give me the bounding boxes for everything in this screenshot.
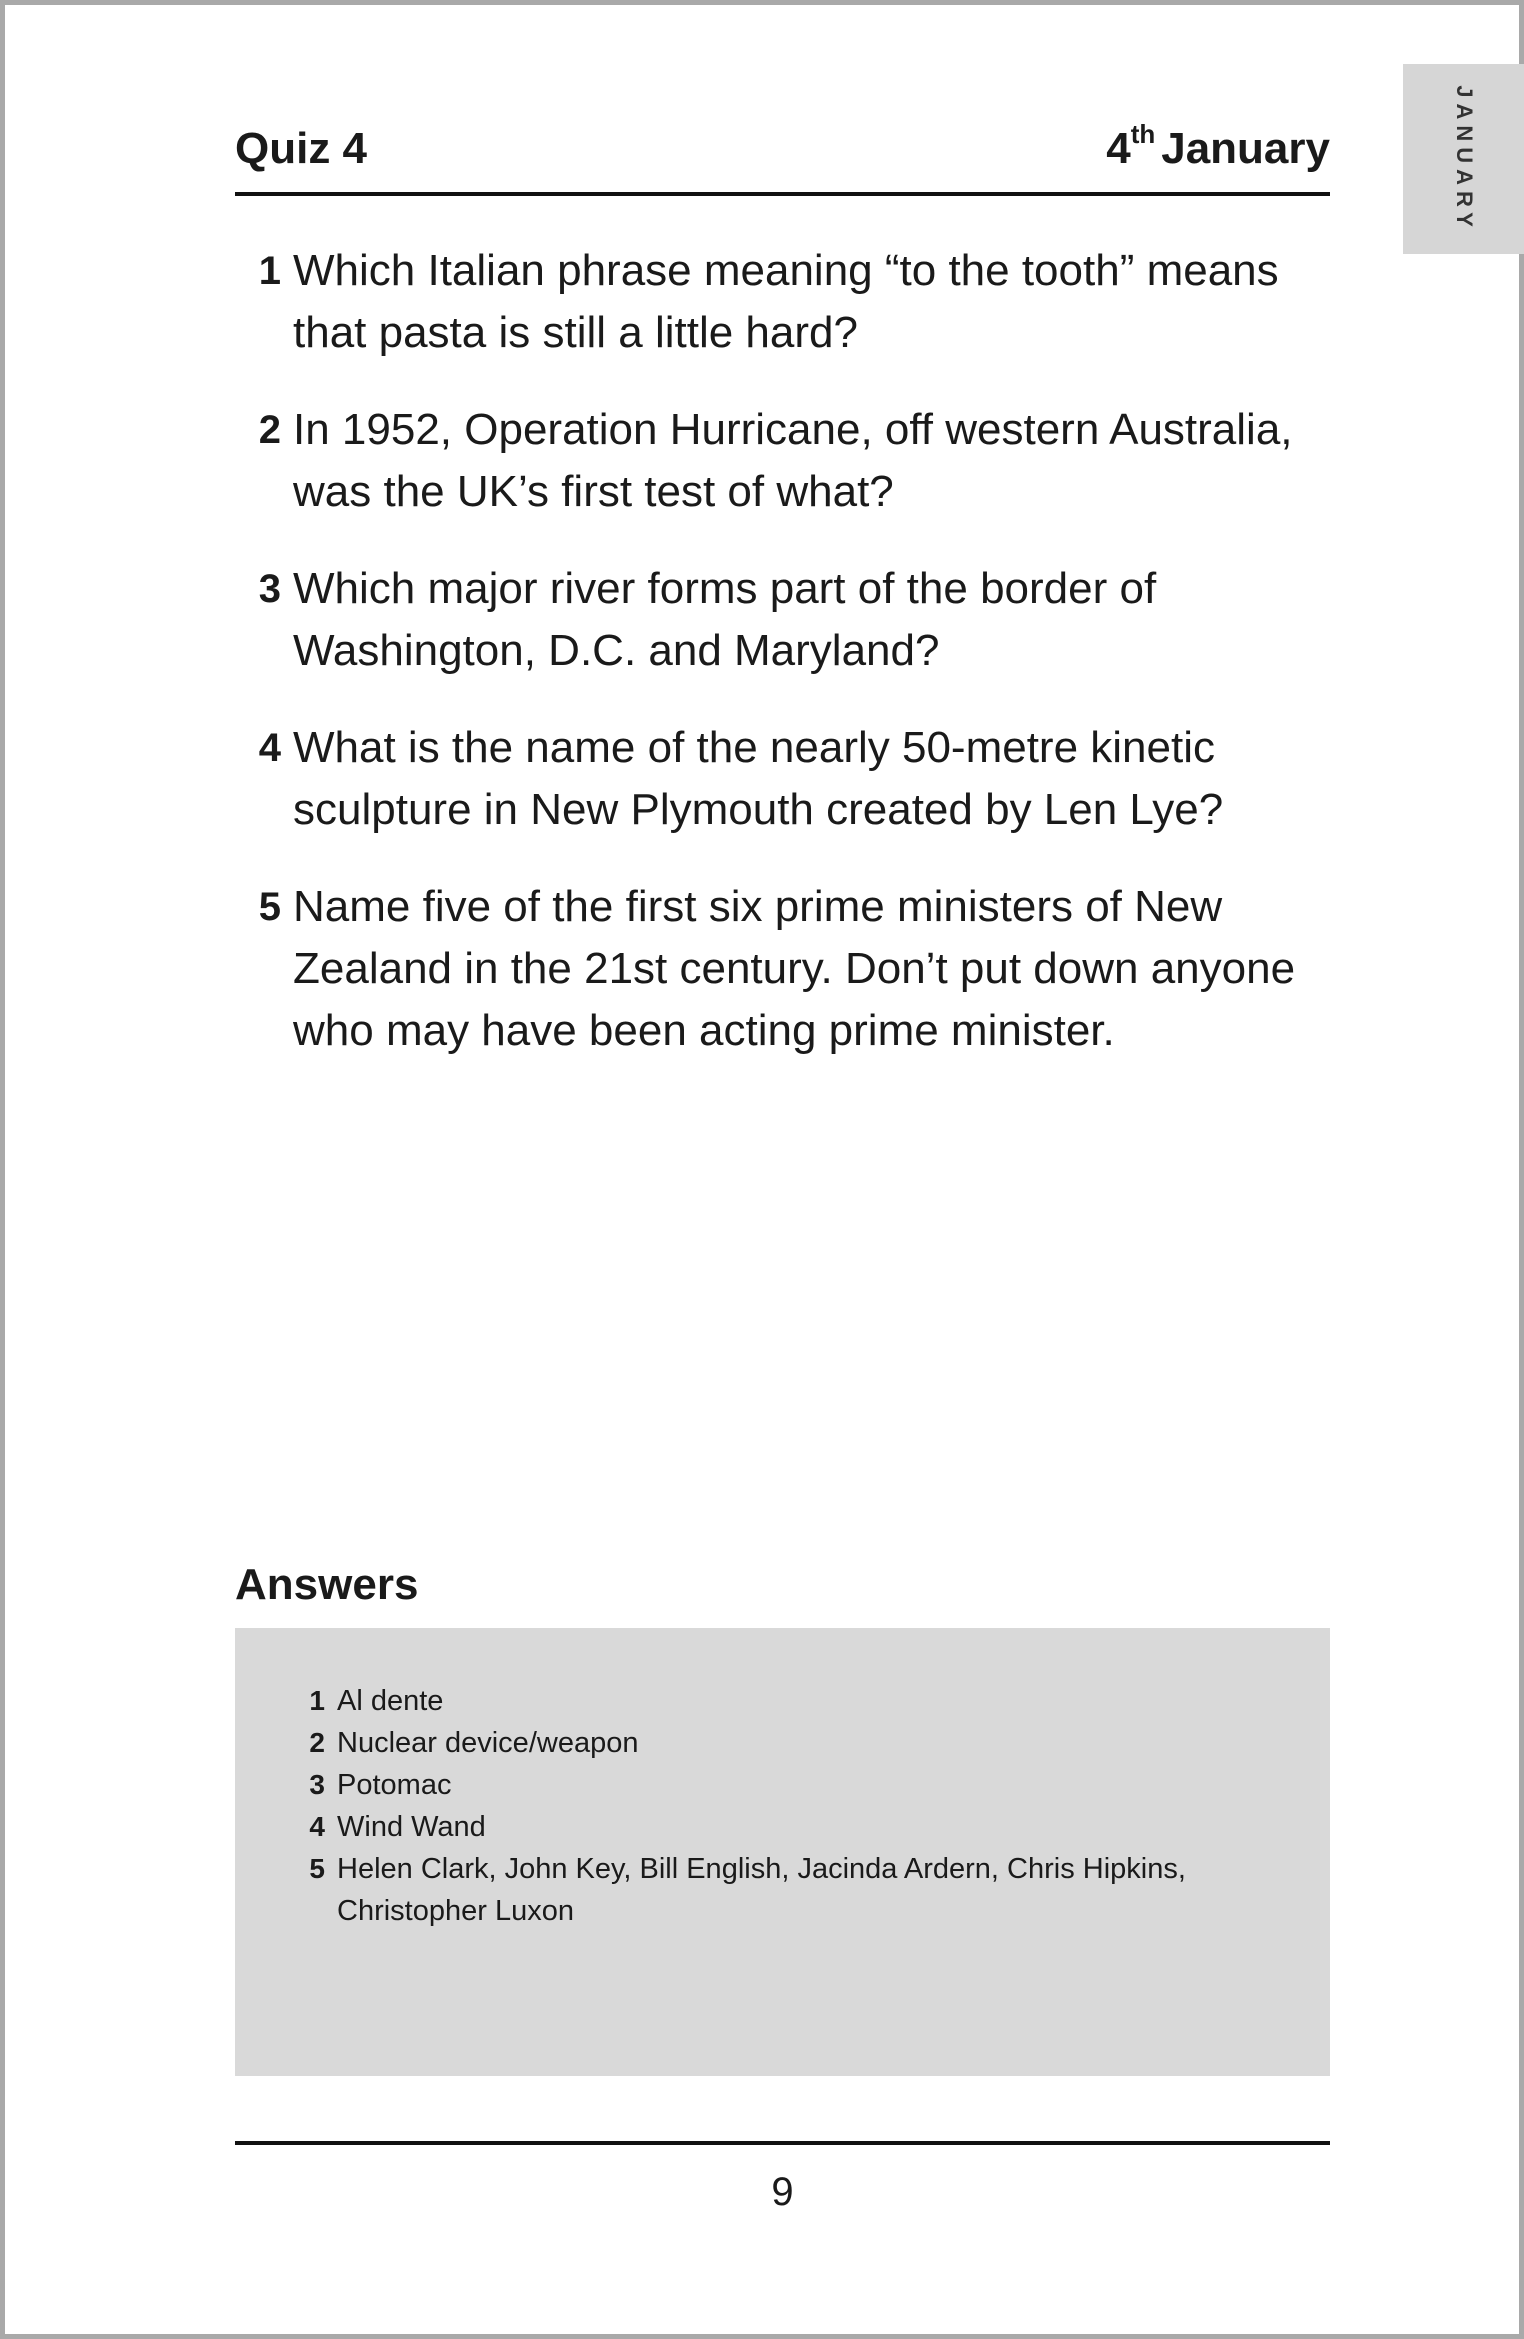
quiz-title: Quiz 4 [235, 124, 368, 173]
quiz-date [1106, 119, 1330, 174]
answer-text: Helen Clark, John Key, Bill English, Jacinda Ardern, Chris Hipkins, Christopher Luxon [337, 1853, 1186, 1927]
answer-item [295, 1848, 1295, 1932]
date-suffix: th [1130, 119, 1156, 149]
answer-text: Wind Wand [337, 1811, 486, 1843]
question-item [235, 240, 1335, 364]
question-text: In 1952, Operation Hurricane, off western Australia, was the UK’s first test of what? [293, 405, 1293, 516]
question-item [235, 717, 1335, 841]
answer-item [295, 1806, 1295, 1848]
answers-heading: Answers [235, 1560, 419, 1609]
answer-text: Potomac [337, 1769, 452, 1801]
question-item [235, 876, 1335, 1062]
header-divider [235, 192, 1330, 196]
date-day: 4 [1106, 124, 1131, 173]
question-number: 2 [258, 408, 281, 452]
question-list [235, 240, 1335, 1097]
question-number: 4 [258, 726, 281, 770]
month-side-tab [1403, 64, 1524, 254]
date-month: January [1161, 124, 1330, 173]
answer-text: Nuclear device/weapon [337, 1727, 639, 1759]
quiz-header [235, 116, 1330, 182]
question-number: 1 [258, 249, 281, 293]
question-number: 5 [258, 885, 281, 929]
answer-item [295, 1680, 1295, 1722]
footer-divider [235, 2141, 1330, 2145]
answer-text: Al dente [337, 1685, 444, 1717]
page-number: 9 [771, 2170, 794, 2214]
answer-number: 1 [309, 1685, 325, 1716]
answer-number: 5 [309, 1853, 325, 1884]
question-item [235, 399, 1335, 523]
month-tab-label: JANUARY [1451, 85, 1477, 233]
question-item [235, 558, 1335, 682]
question-text: What is the name of the nearly 50-metre kinetic sculpture in New Plymouth created by Len Lye? [293, 723, 1224, 834]
answer-list [295, 1680, 1295, 1932]
question-text: Which Italian phrase meaning “to the tooth” means that pasta is still a little hard? [293, 246, 1279, 357]
question-text: Which major river forms part of the border of Washington, D.C. and Maryland? [293, 564, 1157, 675]
answer-number: 3 [309, 1769, 325, 1800]
answer-number: 4 [309, 1811, 325, 1842]
question-number: 3 [258, 567, 281, 611]
answer-item [295, 1722, 1295, 1764]
answer-number: 2 [309, 1727, 325, 1758]
answers-panel [235, 1628, 1330, 2076]
answer-item [295, 1764, 1295, 1806]
question-text: Name five of the first six prime ministers of New Zealand in the 21st century. Don’t put down anyone who may have been acting prime minister. [293, 882, 1296, 1055]
